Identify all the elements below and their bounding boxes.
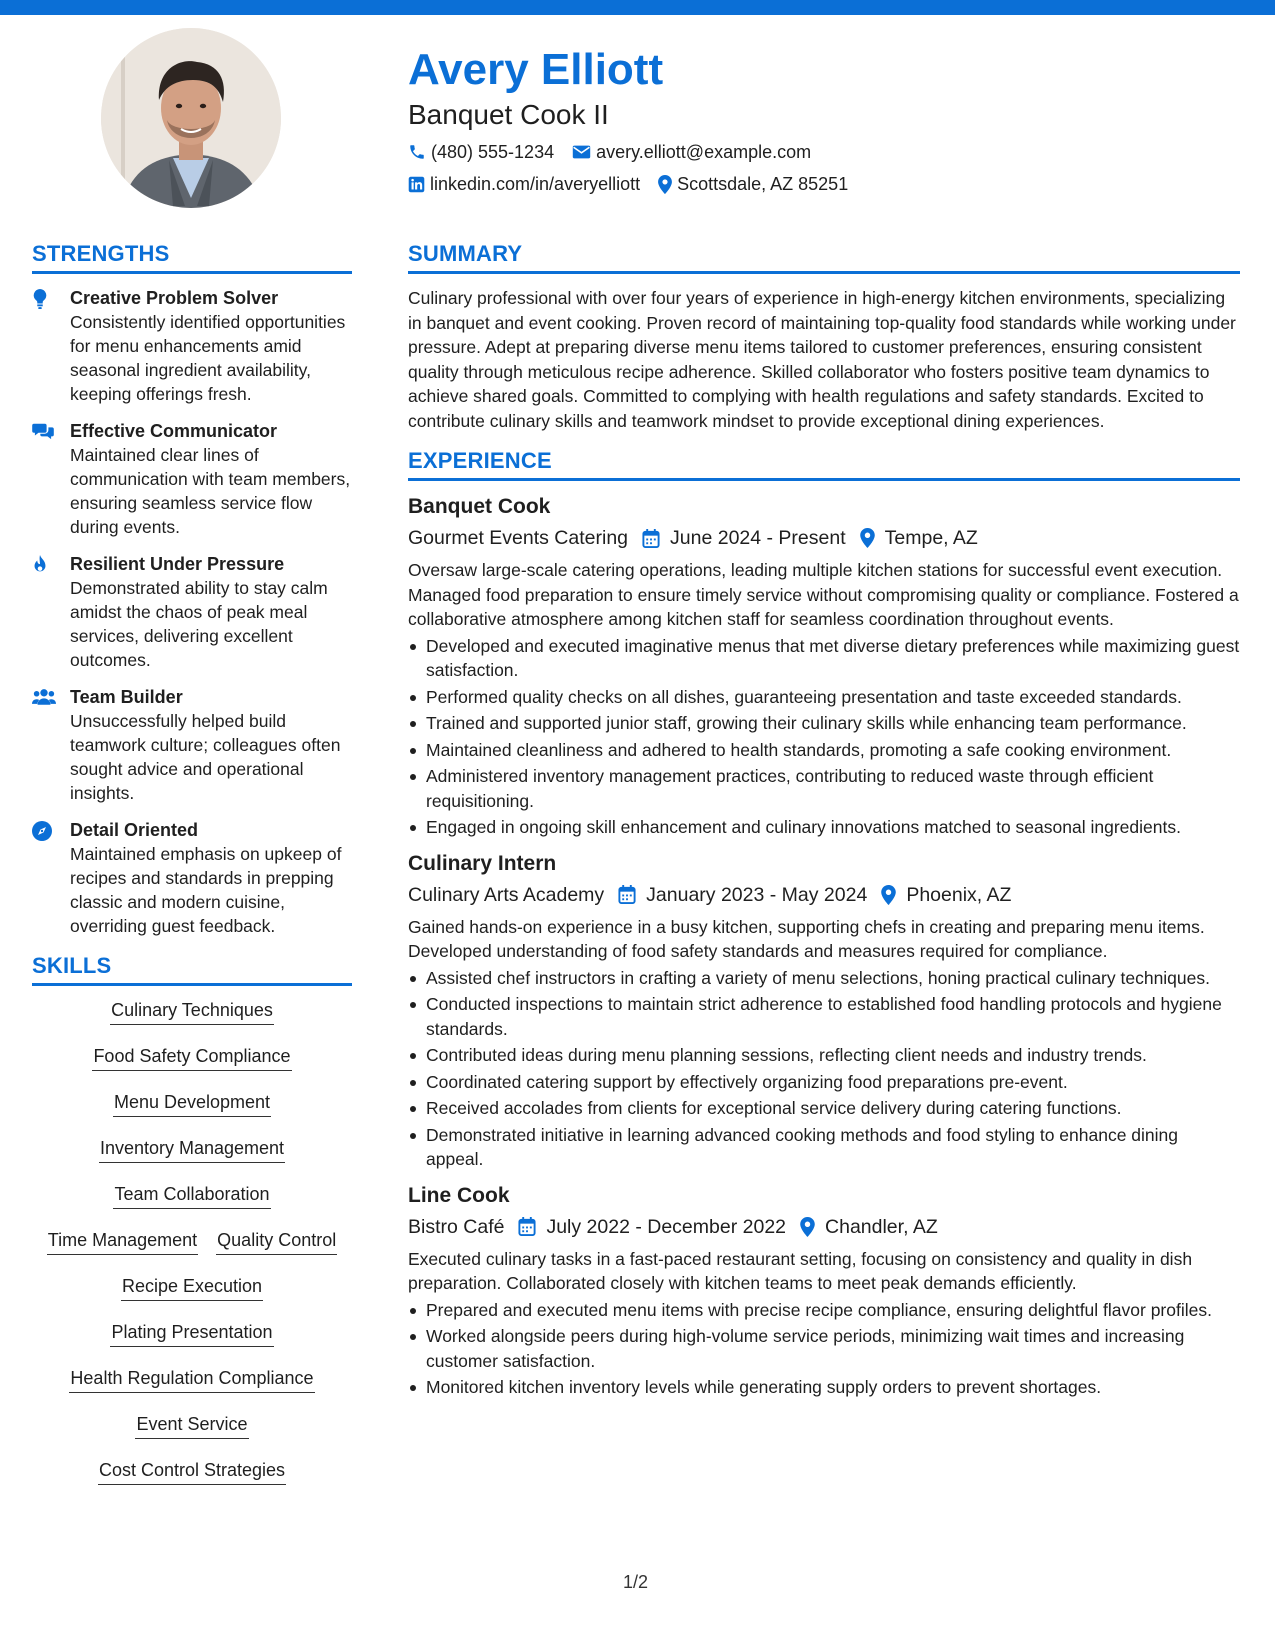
email-contact[interactable] [572, 140, 811, 164]
strength-title: Team Builder [70, 687, 183, 707]
skill-tag: Quality Control [216, 1228, 337, 1255]
strengths-divider [32, 271, 352, 274]
skill-tag: Recipe Execution [121, 1274, 263, 1301]
list-item: Performed quality checks on all dishes, guaranteeing presentation and taste exceeded standards. [408, 685, 1240, 710]
strength-title: Resilient Under Pressure [70, 554, 285, 574]
skill-tag: Inventory Management [99, 1136, 285, 1163]
list-item: Engaged in ongoing skill enhancement and culinary innovations matched to seasonal ingredients. [408, 815, 1240, 840]
experience-heading: EXPERIENCE [408, 448, 552, 473]
list-item: Coordinated catering support by effectively organizing food preparations pre-event. [408, 1070, 1240, 1095]
summary-heading: SUMMARY [408, 241, 523, 266]
skills-divider [32, 983, 352, 986]
compass-icon [32, 821, 52, 841]
skill-tag: Health Regulation Compliance [69, 1366, 314, 1393]
list-item: Developed and executed imaginative menus that met diverse dietary preferences while maximizing guest satisfaction. [408, 634, 1240, 683]
job-title: Line Cook [408, 1183, 510, 1207]
phone-icon [408, 143, 426, 161]
linkedin-text: linkedin.com/in/averyelliott [430, 174, 641, 194]
strengths-heading: STRENGTHS [32, 241, 170, 266]
right-column [408, 240, 1240, 1410]
list-item: Administered inventory management practices, contributing to reduced waste through efficient requisitioning. [408, 764, 1240, 813]
email-text: avery.elliott@example.com [596, 142, 812, 162]
job-dates: July 2022 - December 2022 [546, 1215, 787, 1238]
strength-item [32, 286, 352, 406]
list-item: Prepared and executed menu items with precise recipe compliance, ensuring delightful flavor profiles. [408, 1298, 1240, 1323]
strength-title: Effective Communicator [70, 421, 278, 441]
list-item: Demonstrated initiative in learning advanced cooking methods and food styling to enhance dining appeal. [408, 1123, 1240, 1172]
list-item: Conducted inspections to maintain strict adherence to established food handling protocols and hygiene standards. [408, 992, 1240, 1041]
calendar-icon [642, 529, 660, 548]
fire-icon [32, 555, 48, 575]
job-entry [408, 493, 1240, 840]
job-title: Culinary Intern [408, 851, 557, 875]
map-pin-icon [800, 1217, 815, 1237]
comments-icon [32, 422, 54, 440]
skill-tag: Cost Control Strategies [98, 1458, 286, 1485]
summary-text: Culinary professional with over four years of experience in high-energy kitchen environments, specializing in banquet and event cooking. Proven record of maintaining top-quality food standards while working under pressure. Adept at preparing diverse menu items tailored to customer preferences, ensuring consistent quality through meticulous recipe adherence. Skilled collaborator who fosters positive team dynamics to achieve shared goals. Committed to complying with health regulations and safety standards. Excited to contribute culinary skills and teamwork mindset to provide exceptional dining experiences. [408, 288, 1236, 431]
list-item: Received accolades from clients for exceptional service delivery during catering functions. [408, 1096, 1240, 1121]
linkedin-contact[interactable] [408, 172, 640, 196]
skills-heading: SKILLS [32, 953, 112, 978]
strength-title: Creative Problem Solver [70, 288, 279, 308]
job-dates: June 2024 - Present [670, 527, 846, 549]
map-pin-icon [881, 885, 896, 905]
strength-item [32, 552, 352, 672]
phone-contact[interactable] [408, 140, 554, 164]
job-bullets [408, 966, 1240, 1172]
company-name: Culinary Arts Academy [408, 883, 605, 906]
users-icon [32, 688, 56, 705]
job-meta [408, 1213, 1240, 1241]
phone-text: (480) 555-1234 [431, 142, 555, 162]
map-pin-icon [860, 528, 875, 548]
company-name: Bistro Café [408, 1215, 505, 1238]
skill-tag: Food Safety Compliance [92, 1044, 291, 1071]
strength-description: Demonstrated ability to stay calm amidst the chaos of peak meal services, delivering excellent outcomes. [70, 578, 328, 670]
skills-list [32, 998, 352, 1504]
strength-item [32, 419, 352, 539]
location-text: Scottsdale, AZ 85251 [677, 174, 849, 194]
job-location: Chandler, AZ [825, 1215, 938, 1238]
experience-divider [408, 478, 1240, 481]
candidate-name: Avery Elliott [408, 45, 664, 94]
lightbulb-icon [32, 289, 48, 309]
envelope-icon [572, 144, 591, 160]
candidate-title: Banquet Cook II [408, 99, 609, 130]
list-item: Contributed ideas during menu planning sessions, reflecting client needs and industry trends. [408, 1043, 1240, 1068]
job-location: Tempe, AZ [884, 527, 978, 549]
strength-description: Maintained clear lines of communication with team members, ensuring seamless service flow during events. [70, 445, 351, 537]
list-item: Worked alongside peers during high-volume service periods, minimizing wait times and increasing customer satisfaction. [408, 1324, 1240, 1373]
job-entry [408, 1182, 1240, 1400]
list-item: Trained and supported junior staff, growing their culinary skills while enhancing team performance. [408, 711, 1240, 736]
job-title: Banquet Cook [408, 495, 551, 518]
map-pin-icon [658, 175, 672, 194]
strength-description: Consistently identified opportunities for menu enhancements amid seasonal ingredient availability, keeping offerings fresh. [70, 312, 346, 404]
job-bullets [408, 1298, 1240, 1400]
left-column [32, 240, 352, 1504]
job-description: Executed culinary tasks in a fast-paced restaurant setting, focusing on consistency and quality in dish preparation. Collaborated closely with kitchen teams to meet peak demands efficiently. [408, 1248, 1193, 1293]
page-number: 1/2 [623, 1572, 649, 1592]
top-accent-bar [0, 0, 1275, 15]
skill-tag: Menu Development [113, 1090, 271, 1117]
job-meta [408, 881, 1240, 909]
strength-item [32, 685, 352, 805]
strength-description: Maintained emphasis on upkeep of recipes and standards in prepping classic and modern cuisine, overriding guest feedback. [70, 844, 342, 936]
linkedin-icon [408, 176, 425, 193]
job-dates: January 2023 - May 2024 [646, 883, 868, 906]
skill-tag: Time Management [47, 1228, 198, 1255]
skill-tag: Team Collaboration [113, 1182, 270, 1209]
job-meta [408, 524, 1240, 552]
skill-tag: Plating Presentation [110, 1320, 273, 1347]
company-name: Gourmet Events Catering [408, 527, 629, 549]
job-location: Phoenix, AZ [906, 883, 1012, 906]
job-description: Oversaw large-scale catering operations, leading multiple kitchen stations for successful event execution. Managed food preparation to ensure timely service without compromising quality or compliance. Fostered a collaborative atmosphere among kitchen staff for seamless coordination throughout events. [408, 560, 1239, 629]
strength-item [32, 818, 352, 938]
list-item: Monitored kitchen inventory levels while generating supply orders to prevent shortages. [408, 1375, 1240, 1400]
job-entry [408, 850, 1240, 1172]
location-contact [658, 172, 848, 196]
skill-tag: Event Service [135, 1412, 248, 1439]
contact-row-2 [408, 172, 1238, 196]
summary-divider [408, 271, 1240, 274]
skill-tag: Culinary Techniques [110, 998, 274, 1025]
list-item: Maintained cleanliness and adhered to health standards, promoting a safe cooking environment. [408, 738, 1240, 763]
calendar-icon [618, 885, 636, 904]
calendar-icon [518, 1217, 536, 1236]
list-item: Assisted chef instructors in crafting a variety of menu selections, honing practical culinary techniques. [408, 966, 1240, 991]
strength-title: Detail Oriented [70, 820, 199, 840]
contact-row-1 [408, 140, 1238, 164]
profile-photo [101, 28, 281, 208]
resume-header [408, 44, 1238, 196]
job-bullets [408, 634, 1240, 840]
strength-description: Unsuccessfully helped build teamwork culture; colleagues often sought advice and operational insights. [70, 711, 341, 803]
job-description: Gained hands-on experience in a busy kitchen, supporting chefs in creating and preparing menu items. Developed understanding of food safety standards and measures required for compliance. [408, 916, 1205, 961]
